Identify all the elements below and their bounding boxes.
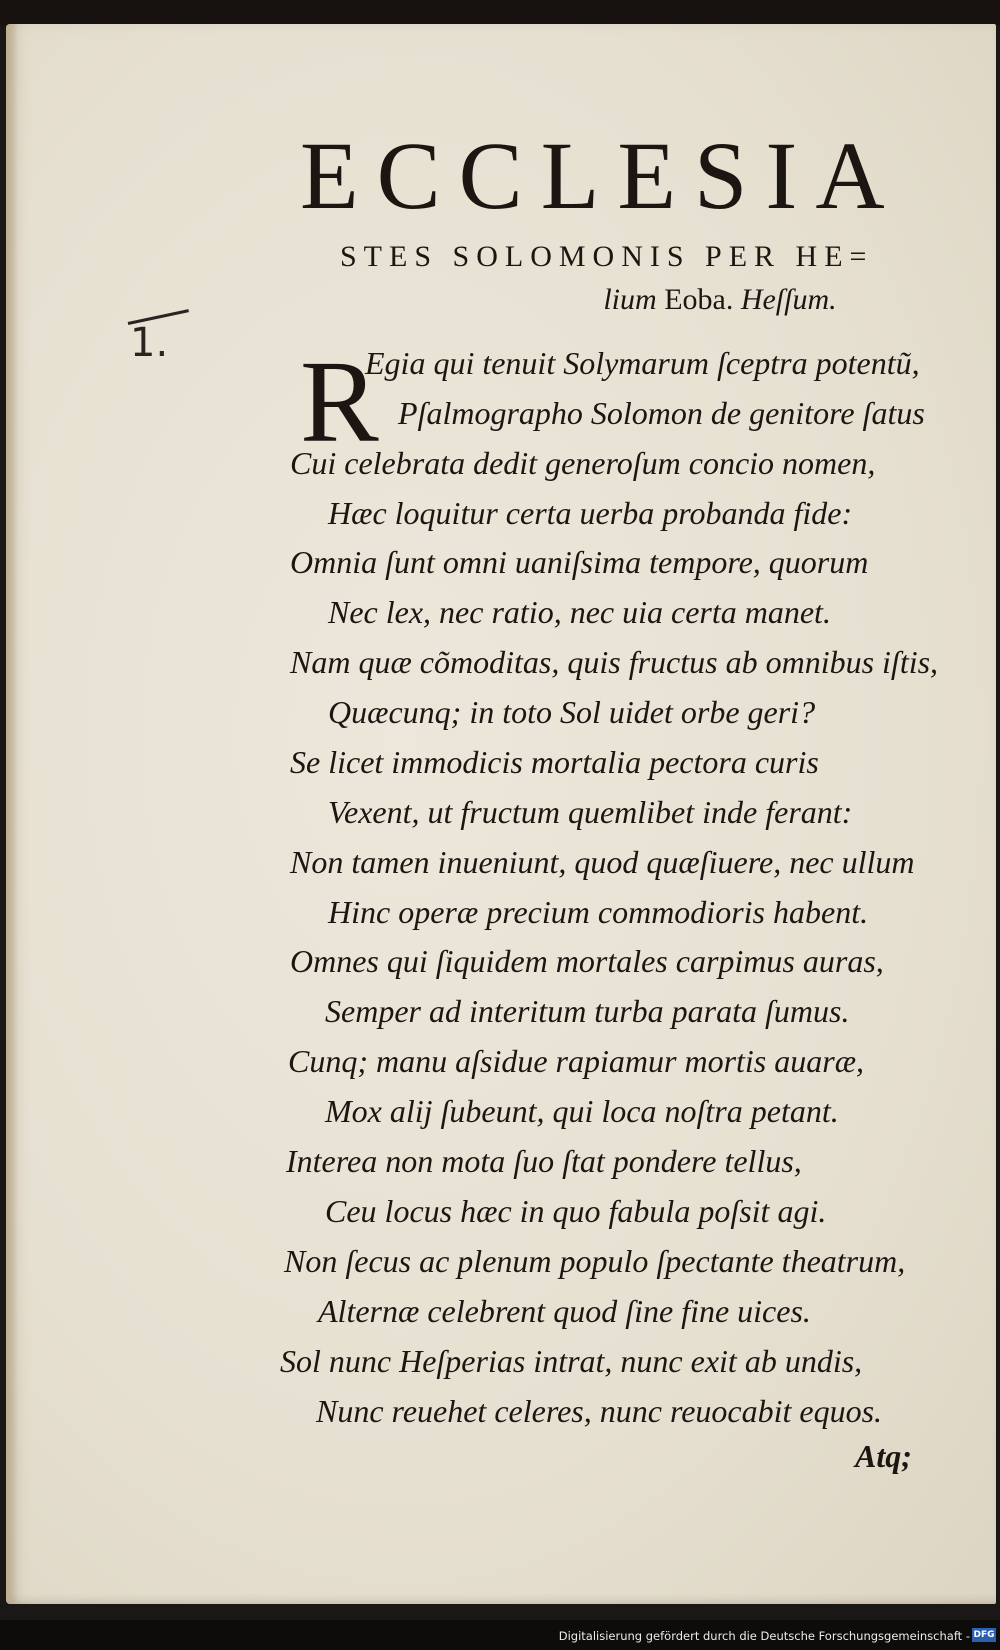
folio-number: 1. xyxy=(130,320,169,366)
footer-bar xyxy=(0,1620,1000,1650)
subtitle-line-2 xyxy=(0,283,1000,317)
verse-line: Nunc reuehet celeres, nunc reuocabit equos. xyxy=(316,1393,883,1429)
verse-line: Interea non mota ſuo ſtat pondere tellus, xyxy=(286,1143,802,1179)
drop-cap: R xyxy=(300,336,379,467)
verse-line: Omnia ſunt omni uaniſsima tempore, quorum xyxy=(290,544,869,580)
subtitle-line-1: STES SOLOMONIS PER HE= xyxy=(340,240,874,273)
verse-line: Egia qui tenuit Solymarum ſceptra potentũ, xyxy=(365,345,920,381)
page-binding-shadow xyxy=(6,24,18,1604)
verse-line: Pſalmographo Solomon de genitore ſatus xyxy=(398,395,925,431)
verse-line: Se licet immodicis mortalia pectora curis xyxy=(290,744,819,780)
verse-line: Alternæ celebrent quod ſine fine uices. xyxy=(318,1293,811,1329)
verse-line: Cui celebrata dedit generoſum concio nomen, xyxy=(290,445,876,481)
page-title: ECCLESIA xyxy=(300,122,903,229)
footer-credit: Digitalisierung gefördert durch die Deutsche Forschungsgemeinschaft - xyxy=(558,1629,970,1643)
verse-line: Hinc operæ precium commodioris habent. xyxy=(328,894,869,930)
verse-line: Non tamen inueniunt, quod quæſiuere, nec ullum xyxy=(290,844,915,880)
dfg-logo: DFG xyxy=(973,1630,995,1640)
verse-line: Mox alij ſubeunt, qui loca noſtra petant. xyxy=(325,1093,839,1129)
verse-line: Nec lex, nec ratio, nec uia certa manet. xyxy=(328,594,831,630)
verse-line: Sol nunc Heſperias intrat, nunc exit ab undis, xyxy=(280,1343,863,1379)
subtitle-word-eoba: Eoba. xyxy=(664,283,734,316)
verse-line: Non ſecus ac plenum populo ſpectante theatrum, xyxy=(284,1243,906,1279)
verse-line: Vexent, ut fructum quemlibet inde ferant: xyxy=(328,794,853,830)
verse-line: Cunq; manu aſsidue rapiamur mortis auaræ, xyxy=(288,1043,865,1079)
catchword: Atq; xyxy=(855,1438,912,1474)
verse-line: Quæcunq; in toto Sol uidet orbe geri? xyxy=(328,694,816,730)
subtitle-word-hessum: Heſſum. xyxy=(740,283,837,316)
verse-line: Semper ad interitum turba parata ſumus. xyxy=(325,993,850,1029)
top-border xyxy=(0,0,1000,26)
verse-line: Hæc loquitur certa uerba probanda fide: xyxy=(328,495,853,531)
subtitle-word-lium: lium xyxy=(603,283,657,316)
verse-line: Nam quæ cõmoditas, quis fructus ab omnibus iſtis, xyxy=(290,644,939,680)
verse-line: Omnes qui ſiquidem mortales carpimus auras, xyxy=(290,943,884,979)
verse-line: Ceu locus hæc in quo fabula poſsit agi. xyxy=(325,1193,827,1229)
